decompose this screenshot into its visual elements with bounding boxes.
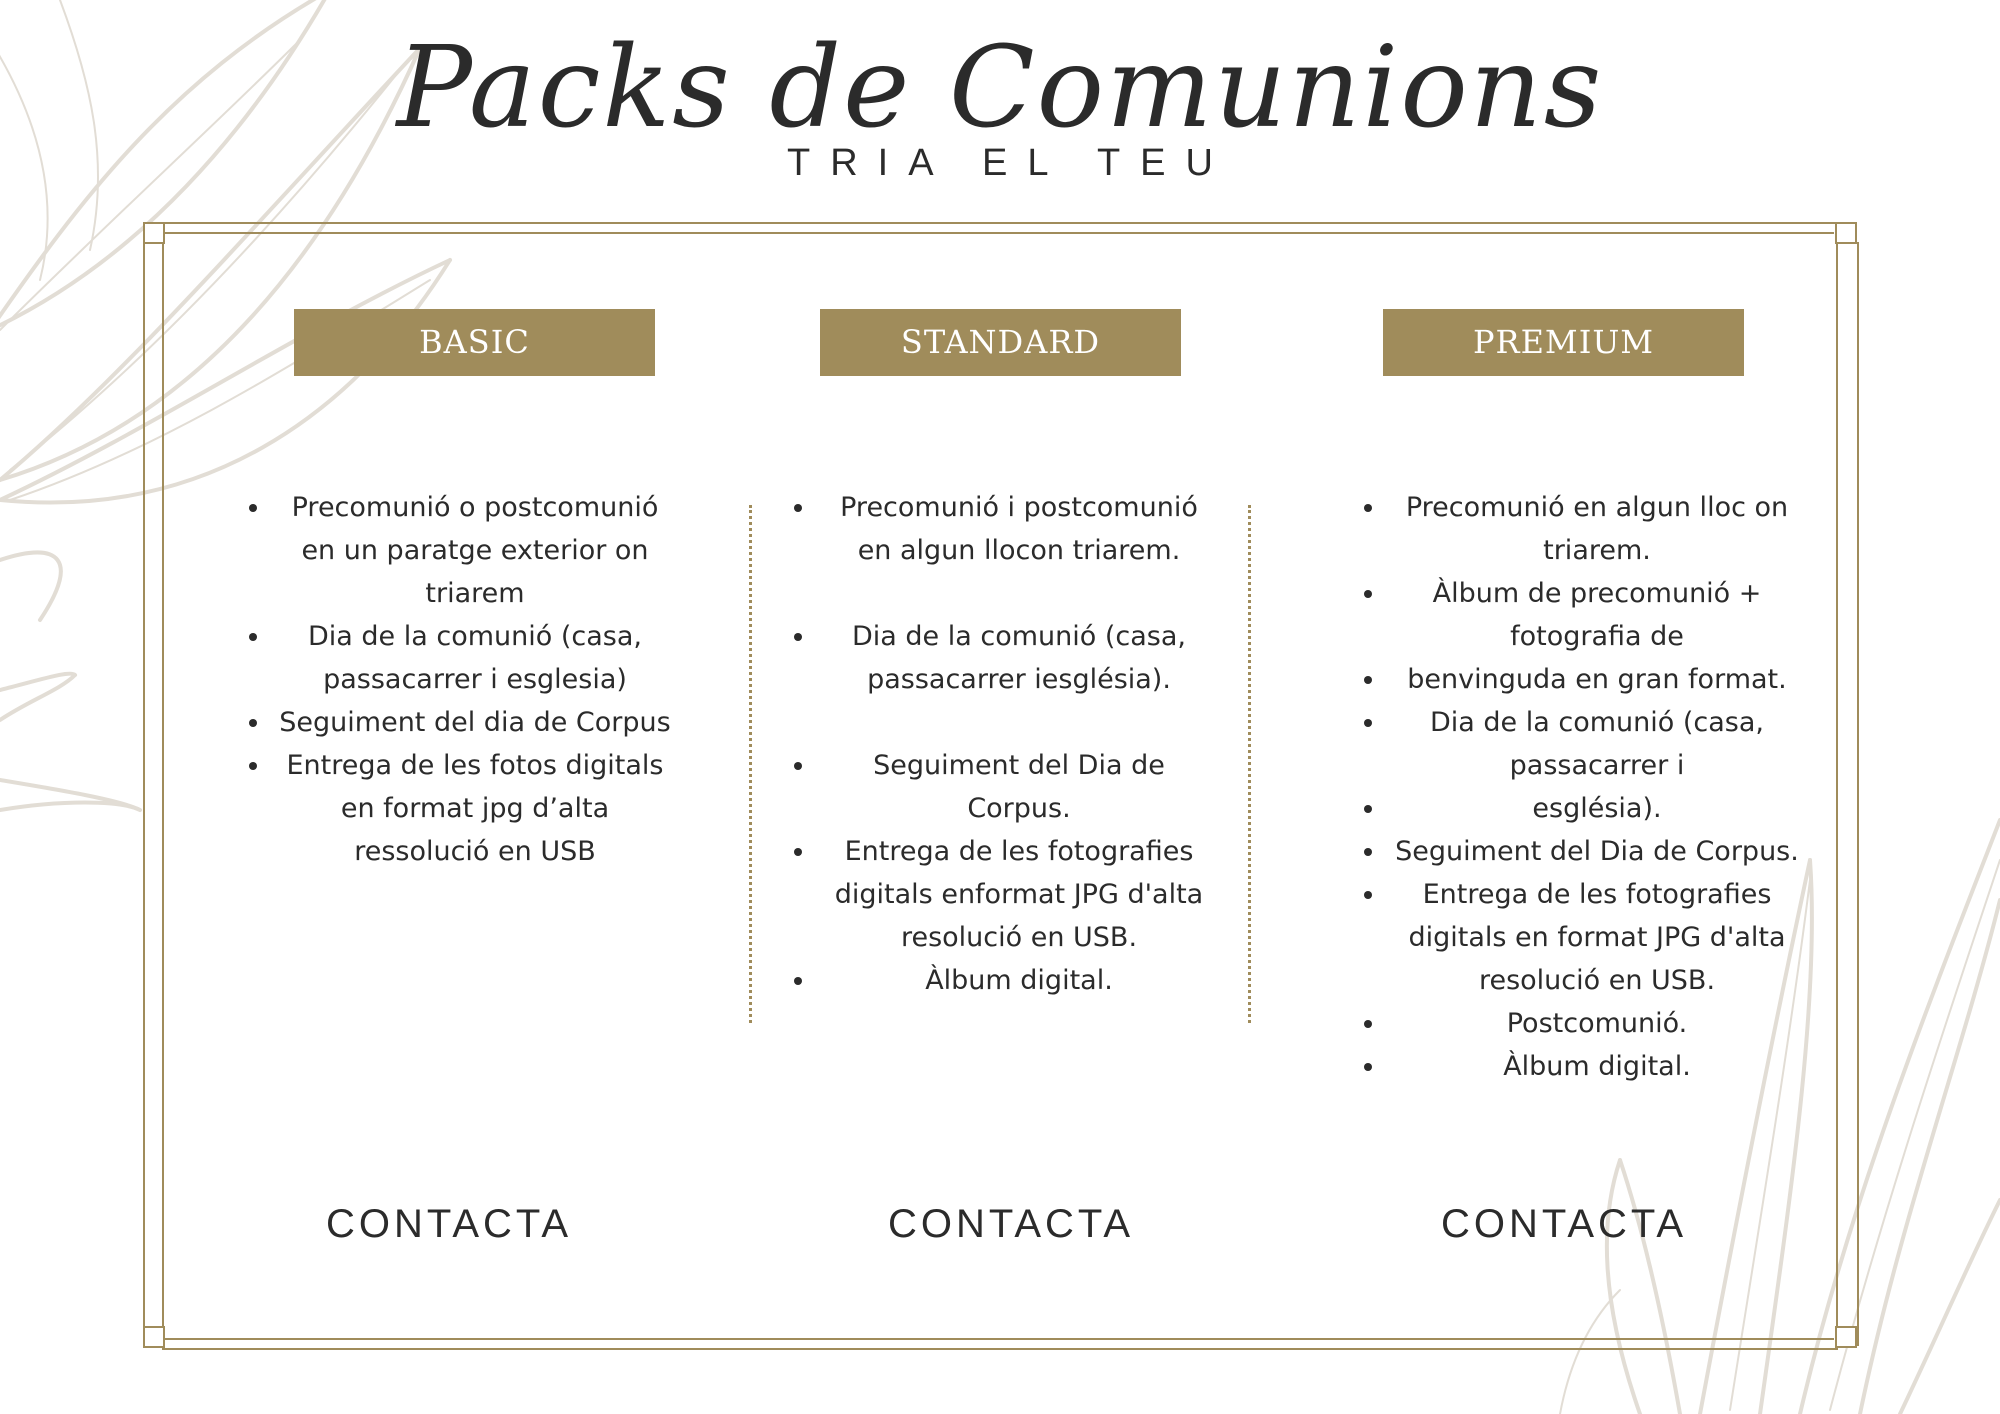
- frame-corner: [143, 222, 165, 244]
- feature-item: • Entrega de les fotografies digitals en format JPG d'alta resolució en USB.: [1387, 873, 1803, 1002]
- feature-item: • església).: [1387, 787, 1803, 830]
- feature-item: • Postcomunió.: [1387, 1002, 1803, 1045]
- pack-header-basic: BASIC: [294, 309, 655, 376]
- feature-item: • Dia de la comunió (casa, passacarrer i: [1387, 701, 1803, 787]
- feature-item: • Precomunió i postcomunió en algun llocon triarem.: [817, 486, 1217, 572]
- frame-corner: [1835, 1326, 1857, 1348]
- contact-button-standard[interactable]: CONTACTA: [887, 1202, 1135, 1246]
- pack-features-premium: [1353, 486, 1803, 1088]
- feature-item: • Dia de la comunió (casa, passacarrer iesglésia).: [817, 615, 1217, 701]
- page-title: Packs de Comunions: [396, 23, 1604, 153]
- feature-item: • Precomunió o postcomunió en un paratge exterior on triarem: [272, 486, 674, 615]
- feature-item: • Entrega de les fotos digitals en format jpg d’alta ressolució en USB: [272, 744, 674, 873]
- feature-item: • Precomunió en algun lloc on triarem.: [1387, 486, 1803, 572]
- pack-header-premium: PREMIUM: [1383, 309, 1744, 376]
- page-subtitle: TRIA EL TEU: [787, 142, 1233, 184]
- pack-features-standard: [783, 486, 1217, 1002]
- feature-item: • Àlbum digital.: [817, 959, 1217, 1002]
- pack-features-basic: [238, 486, 674, 873]
- column-divider: [1248, 505, 1251, 1023]
- feature-item: • benvinguda en gran format.: [1387, 658, 1803, 701]
- feature-item: • Àlbum de precomunió + fotografia de: [1387, 572, 1803, 658]
- contact-button-basic[interactable]: CONTACTA: [325, 1202, 573, 1246]
- frame-corner: [1835, 222, 1857, 244]
- feature-item: • Àlbum digital.: [1387, 1045, 1803, 1088]
- contact-button-premium[interactable]: CONTACTA: [1440, 1202, 1688, 1246]
- feature-item: • Seguiment del Dia de Corpus.: [817, 744, 1217, 830]
- feature-item: • Entrega de les fotografies digitals enformat JPG d'alta resolució en USB.: [817, 830, 1217, 959]
- pack-header-standard: STANDARD: [820, 309, 1181, 376]
- feature-item: • Seguiment del Dia de Corpus.: [1387, 830, 1803, 873]
- feature-item: • Seguiment del dia de Corpus: [272, 701, 674, 744]
- feature-item: • Dia de la comunió (casa, passacarrer i esglesia): [272, 615, 674, 701]
- frame-corner: [143, 1326, 165, 1348]
- column-divider: [749, 505, 752, 1023]
